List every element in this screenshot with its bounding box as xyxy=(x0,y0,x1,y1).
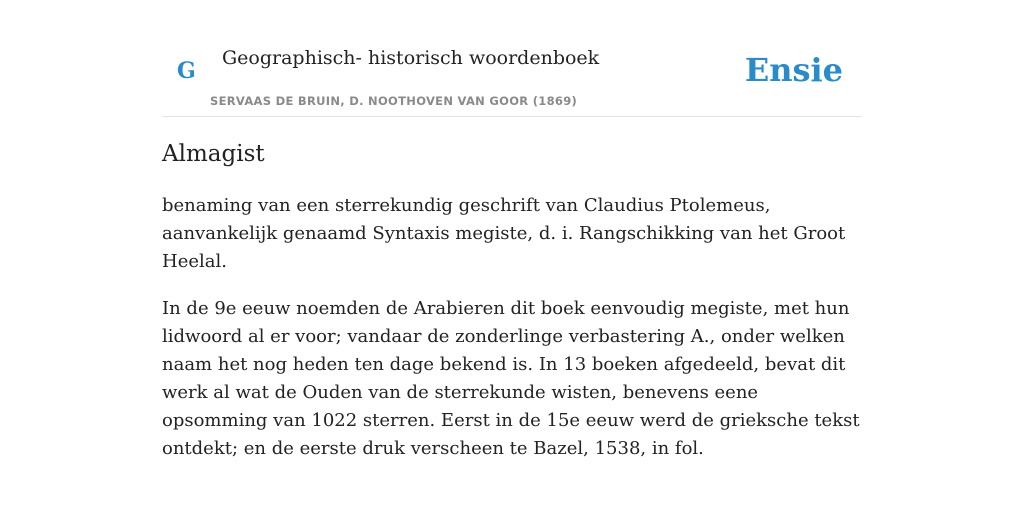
entry xyxy=(162,136,862,463)
entry-title: Almagist xyxy=(162,141,265,167)
book-title-link[interactable]: Geographisch- historisch woordenboek xyxy=(222,47,600,69)
book-letter-badge: G xyxy=(177,58,196,84)
entry-paragraph: In de 9e eeuw noemden de Arabieren dit boek eenvoudig megiste, met hun lidwoord al er voor; vandaar de zonderlinge verbastering A., onder welken naam het nog heden ten dage bekend is. In 13 boeken afgedeeld, bevat dit werk al wat de Ouden van de sterrekunde wisten, benevens eene opsomming van 1022 sterren. Eerst in de 15e eeuw werd de grieksche tekst ontdekt; en de eerste druk verscheen te Bazel, 1538, in fol. xyxy=(162,298,860,459)
ensie-logo-link[interactable]: Ensie xyxy=(744,51,843,89)
entry-body xyxy=(162,192,862,463)
book-authors: SERVAAS DE BRUIN, D. NOOTHOVEN VAN GOOR (1869) xyxy=(210,94,578,108)
entry-paragraph: benaming van een sterrekundig geschrift van Claudius Ptolemeus, aanvankelijk genaamd Syntaxis megiste, d. i. Rangschikking van het Groot Heelal. xyxy=(162,195,846,272)
book-header xyxy=(162,40,862,117)
